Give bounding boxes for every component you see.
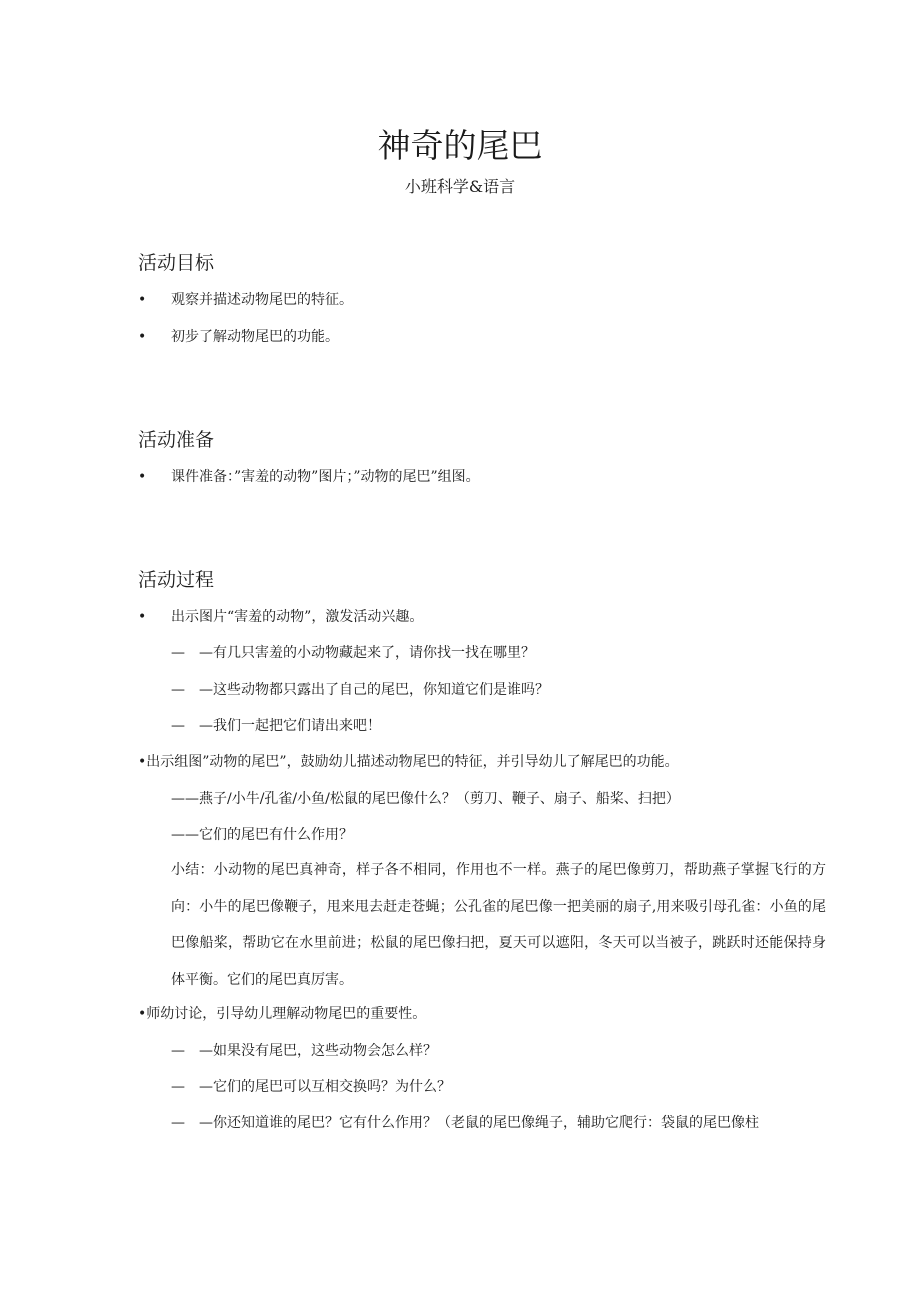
step1-bullet: • bbox=[138, 609, 147, 625]
prep-heading: 活动准备 bbox=[138, 429, 215, 451]
step1-line-1: —有几只害羞的小动物藏起来了，请你找一找在哪里？ bbox=[199, 645, 535, 661]
step3-dash-1: — bbox=[171, 1043, 185, 1059]
step3-line-3: —你还知道谁的尾巴？它有什么作用？（老鼠的尾巴像绳子，辅助它爬行：袋鼠的尾巴像柱 bbox=[199, 1115, 759, 1131]
step2-summary: 小结：小动物的尾巴真神奇，样子各不相同，作用也不一样。燕子的尾巴像剪刀，帮助燕子掌握飞行的方向：小牛的尾巴像鞭子，甩来甩去赶走苍蝇；公孔雀的尾巴像一把美丽的扇子,用来吸引母孔雀：小鱼的尾巴像船桨，帮助它在水里前进；松鼠的尾巴像扫把，夏天可以遮阳，冬天可以当被子，跳跃时还能保持身体平衡。它们的尾巴真厉害。 bbox=[171, 862, 826, 988]
prep-item-1: 课件准备：”害羞的动物”图片；”动物的尾巴”组图。 bbox=[171, 469, 480, 485]
step1-line-3: —我们一起把它们请出来吧！ bbox=[199, 718, 381, 734]
step1-dash-3: — bbox=[171, 718, 185, 734]
process-heading: 活动过程 bbox=[138, 569, 215, 591]
prep-bullet-1: • bbox=[138, 469, 147, 485]
step3-dash-3: — bbox=[171, 1115, 185, 1131]
goal-item-1: 观察并描述动物尾巴的特征。 bbox=[171, 292, 353, 308]
goal-item-2: 初步了解动物尾巴的功能。 bbox=[171, 329, 339, 345]
step2-text: •出示组图”动物的尾巴”，鼓励幼儿描述动物尾巴的特征，并引导幼儿了解尾巴的功能。 bbox=[138, 754, 679, 770]
step3-dash-2: — bbox=[171, 1079, 185, 1095]
step1-line-2: —这些动物都只露出了自己的尾巴，你知道它们是谁吗？ bbox=[199, 682, 549, 698]
page-title: 神奇的尾巴 bbox=[377, 126, 543, 165]
step1-text: 出示图片“害羞的动物”，激发活动兴趣。 bbox=[171, 609, 424, 625]
goals-heading: 活动目标 bbox=[138, 252, 215, 274]
step3-text: •师幼讨论，引导幼儿理解动物尾巴的重要性。 bbox=[138, 1006, 427, 1022]
step1-dash-1: — bbox=[171, 645, 185, 661]
step3-line-2: —它们的尾巴可以互相交换吗？为什么？ bbox=[199, 1079, 451, 1095]
goal-bullet-1: • bbox=[138, 292, 147, 308]
step1-dash-2: — bbox=[171, 682, 185, 698]
step3-line-1: —如果没有尾巴，这些动物会怎么样？ bbox=[199, 1043, 437, 1059]
step2-question-2: ——它们的尾巴有什么作用？ bbox=[171, 827, 353, 843]
goal-bullet-2: • bbox=[138, 329, 147, 345]
page-subtitle: 小班科学&语言 bbox=[404, 177, 516, 196]
step2-question-1: ——燕子/小牛/孔雀/小鱼/松鼠的尾巴像什么？（剪刀、鞭子、扇子、船桨、扫把） bbox=[171, 791, 680, 807]
